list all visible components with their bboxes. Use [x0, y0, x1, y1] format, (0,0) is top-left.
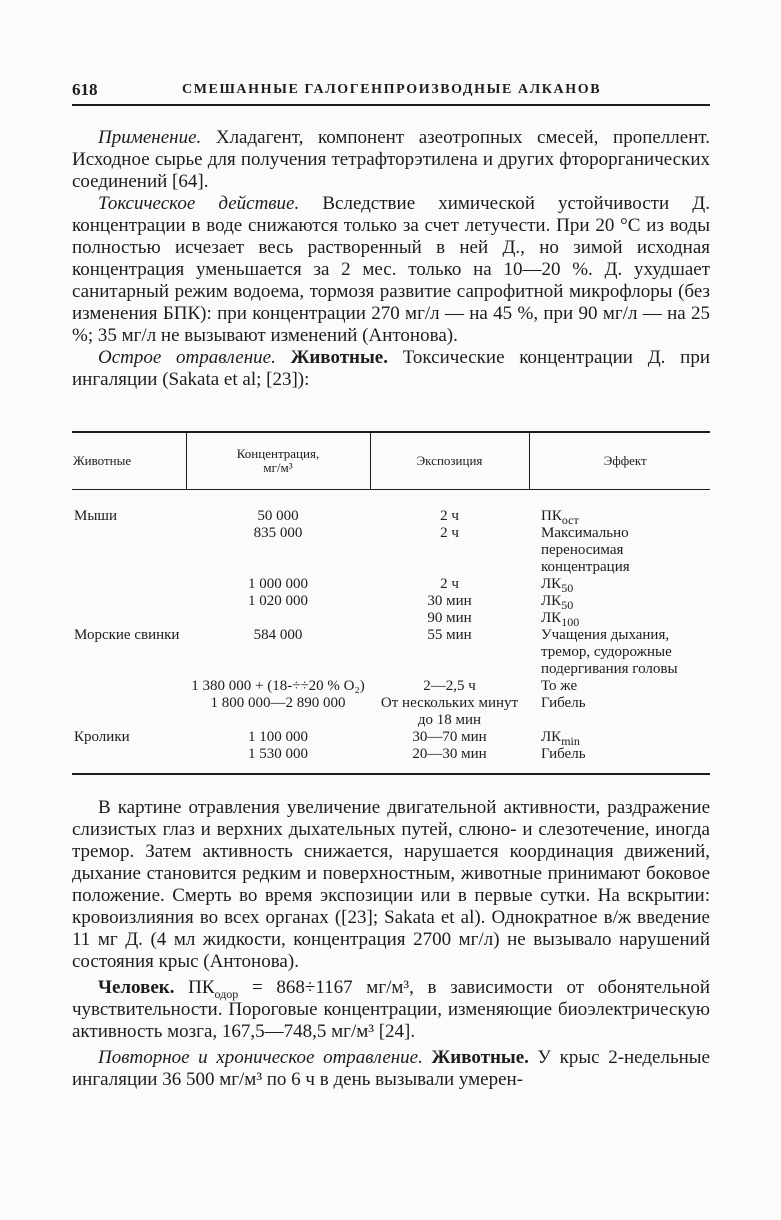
- table-row: [72, 627, 710, 678]
- cell-effect: [529, 525, 710, 576]
- effect-text: Максимально переносимая концентрация: [541, 525, 630, 575]
- header-exposure: Экспозиция: [370, 433, 529, 490]
- page-number: 618: [72, 80, 98, 99]
- running-title: СМЕШАННЫЕ ГАЛОГЕНПРОИЗВОДНЫЕ АЛКАНОВ: [182, 82, 602, 97]
- cell-effect: [529, 729, 710, 746]
- document-page: [72, 78, 710, 1091]
- cell-animal: Мыши: [74, 508, 117, 524]
- human-label: Человек.: [98, 977, 175, 998]
- cell-animal: [72, 525, 186, 576]
- cell-exposure: 90 мин: [427, 610, 472, 626]
- cell-effect: [529, 746, 710, 773]
- effect-text: То же: [541, 678, 578, 694]
- cell-concentration: [186, 610, 370, 627]
- effect-text: ЛК: [541, 576, 562, 592]
- human-text: = 868÷1167 мг/м³, в зависимости от обонятельной чувствительности. Пороговые концентрации, изменяющие биоэлектрическую активность мозга, 167,5—748,5 мг/м³ [24].: [72, 977, 710, 1042]
- chronic-poisoning-text: У крыс 2-недельные ингаляции 36 500 мг/м³ по 6 ч в день вызывали умерен-: [72, 1047, 710, 1090]
- effect-text: Учащения дыхания, тремор, судорожные подергивания головы: [541, 627, 678, 677]
- cell-concentration: 835 000: [253, 525, 303, 541]
- cell-exposure: 2—2,5 ч: [423, 678, 476, 694]
- effect-text: Гибель: [541, 695, 586, 711]
- human-pk: ПК: [174, 977, 215, 998]
- effect-text: ЛК: [541, 593, 562, 609]
- cell-animal: [72, 695, 186, 729]
- header-concentration-unit: мг/м³: [263, 460, 293, 475]
- toxic-action-paragraph: [72, 193, 710, 347]
- toxicity-table: [72, 431, 710, 775]
- toxic-action-text: Вследствие химической устойчивости Д. концентрации в воде снижаются только за счет летучести. При 20 °С из воды полностью исчезает весь растворенный в ней Д., но зимой исходная концентрация уменьшается за 2 мес. только на 10—20 %. Д. ухудшает санитарный режим водоема, тормозя развитие сапрофитной микрофлоры (без изменения БПК): при концентрации 270 мг/л — на 45 %, при 90 мг/л — на 25 %; 35 мг/л не вызывают изменений (Антонова).: [72, 193, 710, 346]
- human-paragraph: [72, 977, 710, 1043]
- toxic-action-label: Токсическое действие.: [98, 193, 300, 214]
- effect-subscript: 50: [561, 581, 574, 595]
- cell-effect: [529, 678, 710, 695]
- cell-exposure: 2 ч: [440, 508, 459, 524]
- cell-animal: [72, 576, 186, 593]
- header-concentration: [186, 433, 370, 490]
- cell-effect: [529, 490, 710, 526]
- cell-animal: [72, 593, 186, 610]
- acute-poisoning-label: Острое отравление.: [98, 347, 276, 368]
- cell-exposure: От нескольких минут до 18 мин: [380, 695, 519, 728]
- cell-concentration: 584 000: [253, 627, 303, 643]
- human-pk-subscript: одор: [214, 986, 239, 1001]
- table-row: [72, 593, 710, 610]
- acute-poisoning-text: Токсические концентрации Д. при ингаляции (Sakata et al; [23]):: [72, 347, 710, 390]
- effect-subscript: 50: [561, 598, 574, 612]
- poisoning-picture-paragraph: В картине отравления увеличение двигательной активности, раздражение слизистых глаз и верхних дыхательных путей, слюно- и слезотечение, иногда тремор. Затем активность снижается, нарушается координация движений, дыхание становится редким и поверхностным, животные принимают боковое положение. Смерть во время экспозиции или в первые сутки. На вскрытии: кровоизлияния во всех органах ([23]; Sakata et al). Однократное в/ж введение 11 мг Д. (4 мл жидкости, концентрация 2700 мг/л) не вызывало нарушений состояния крыс (Антонова).: [72, 797, 710, 972]
- cell-animal: [72, 610, 186, 627]
- cell-concentration: 1 530 000: [248, 746, 308, 762]
- acute-poisoning-paragraph: [72, 347, 710, 391]
- cell-exposure: 30—70 мин: [412, 729, 487, 745]
- table-row: [72, 576, 710, 593]
- body-section: [72, 797, 710, 1091]
- cell-concentration: 1 380 000 + (18-÷÷20 % O₂): [191, 678, 365, 694]
- cell-effect: [529, 610, 710, 627]
- effect-text: ЛК: [541, 729, 562, 745]
- header-animals: Животные: [72, 433, 186, 490]
- cell-concentration: 1 800 000—2 890 000: [210, 695, 346, 711]
- application-label: Применение.: [98, 127, 202, 148]
- application-paragraph: [72, 127, 710, 193]
- cell-animal: [72, 678, 186, 695]
- table-row: [72, 610, 710, 627]
- cell-effect: [529, 627, 710, 678]
- cell-concentration: 1 100 000: [248, 729, 308, 745]
- chronic-animals-label: Животные.: [422, 1047, 529, 1068]
- table-row: [72, 729, 710, 746]
- cell-animal: Кролики: [74, 729, 130, 745]
- page-header: [72, 78, 710, 106]
- effect-subscript: ост: [561, 513, 579, 527]
- cell-effect: [529, 695, 710, 729]
- effect-text: ПК: [541, 508, 562, 524]
- cell-effect: [529, 593, 710, 610]
- cell-exposure: 30 мин: [427, 593, 472, 609]
- cell-exposure: 2 ч: [440, 576, 459, 592]
- table-row: [72, 695, 710, 729]
- cell-concentration: 1 020 000: [248, 593, 308, 609]
- effect-subscript: 100: [561, 615, 580, 629]
- intro-section: [72, 127, 710, 391]
- cell-exposure: 20—30 мин: [412, 746, 487, 762]
- effect-text: ЛК: [541, 610, 562, 626]
- cell-concentration: 1 000 000: [248, 576, 308, 592]
- cell-effect: [529, 576, 710, 593]
- header-effect: Эффект: [529, 433, 710, 490]
- table-row: [72, 678, 710, 695]
- table-row: [72, 525, 710, 576]
- effect-text: Гибель: [541, 746, 586, 762]
- application-text: Хладагент, компонент азеотропных смесей, пропеллент. Исходное сырье для получения тетрафторэтилена и других фторорганических соединений [64].: [72, 127, 710, 192]
- table-header-row: [72, 433, 710, 490]
- cell-exposure: 55 мин: [427, 627, 472, 643]
- cell-animal: Морские свинки: [74, 627, 180, 643]
- table-row: [72, 490, 710, 526]
- effect-subscript: min: [561, 734, 580, 748]
- table-row: [72, 746, 710, 773]
- chronic-poisoning-label: Повторное и хроническое отравление.: [98, 1047, 423, 1068]
- cell-concentration: 50 000: [257, 508, 299, 524]
- cell-exposure: 2 ч: [440, 525, 459, 541]
- acute-animals-label: Животные.: [275, 347, 388, 368]
- chronic-poisoning-paragraph: [72, 1047, 710, 1091]
- cell-animal: [72, 746, 186, 773]
- header-concentration-label: Концентрация,: [236, 446, 320, 461]
